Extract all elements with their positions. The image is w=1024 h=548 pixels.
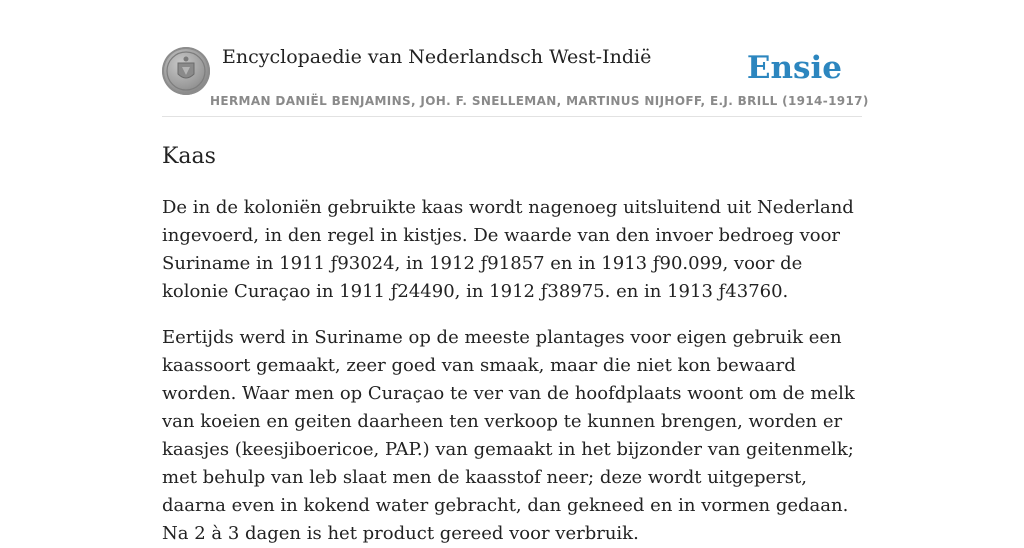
entry-paragraph-2: Eertijds werd in Suriname op de meeste plantages voor eigen gebruik een kaassoort gemaakt, zeer goed van smaak, maar die niet kon bewaard worden. Waar men op Curaçao te ver van de hoofdplaats woont om de melk van koeien en geiten daarheen ten verkoop te kunnen brengen, worden er kaasjes (keesjiboericoe, PAP.) van gemaakt in het bijzonder van geitenmelk; met behulp van leb slaat men de kaasstof neer; deze wordt uitgeperst, daarna even in kokend water gebracht, dan gekneed en in vormen gedaan. Na 2 à 3 dagen is het product gereed voor verbruik. xyxy=(162,327,855,544)
entry-title: Kaas xyxy=(162,144,216,169)
ensie-logo[interactable]: Ensie xyxy=(746,50,842,86)
entry-paragraph-1: De in de koloniën gebruikte kaas wordt nagenoeg uitsluitend uit Nederland ingevoerd, in den regel in kistjes. De waarde van den invoer bedroeg voor Suriname in 1911 ƒ93024, in 1912 ƒ91857 en in 1913 ƒ90.099, voor de kolonie Curaçao in 1911 ƒ24490, in 1912 ƒ38975. en in 1913 ƒ43760. xyxy=(162,197,854,302)
coat-of-arms-seal-icon xyxy=(162,47,210,95)
page xyxy=(162,0,869,548)
authors-line: HERMAN DANIËL BENJAMINS, JOH. F. SNELLEMAN, MARTINUS NIJHOFF, E.J. BRILL (1914-1917) xyxy=(210,94,869,108)
book-title[interactable]: Encyclopaedie van Nederlandsch West-Indië xyxy=(222,46,652,68)
header xyxy=(162,0,869,117)
